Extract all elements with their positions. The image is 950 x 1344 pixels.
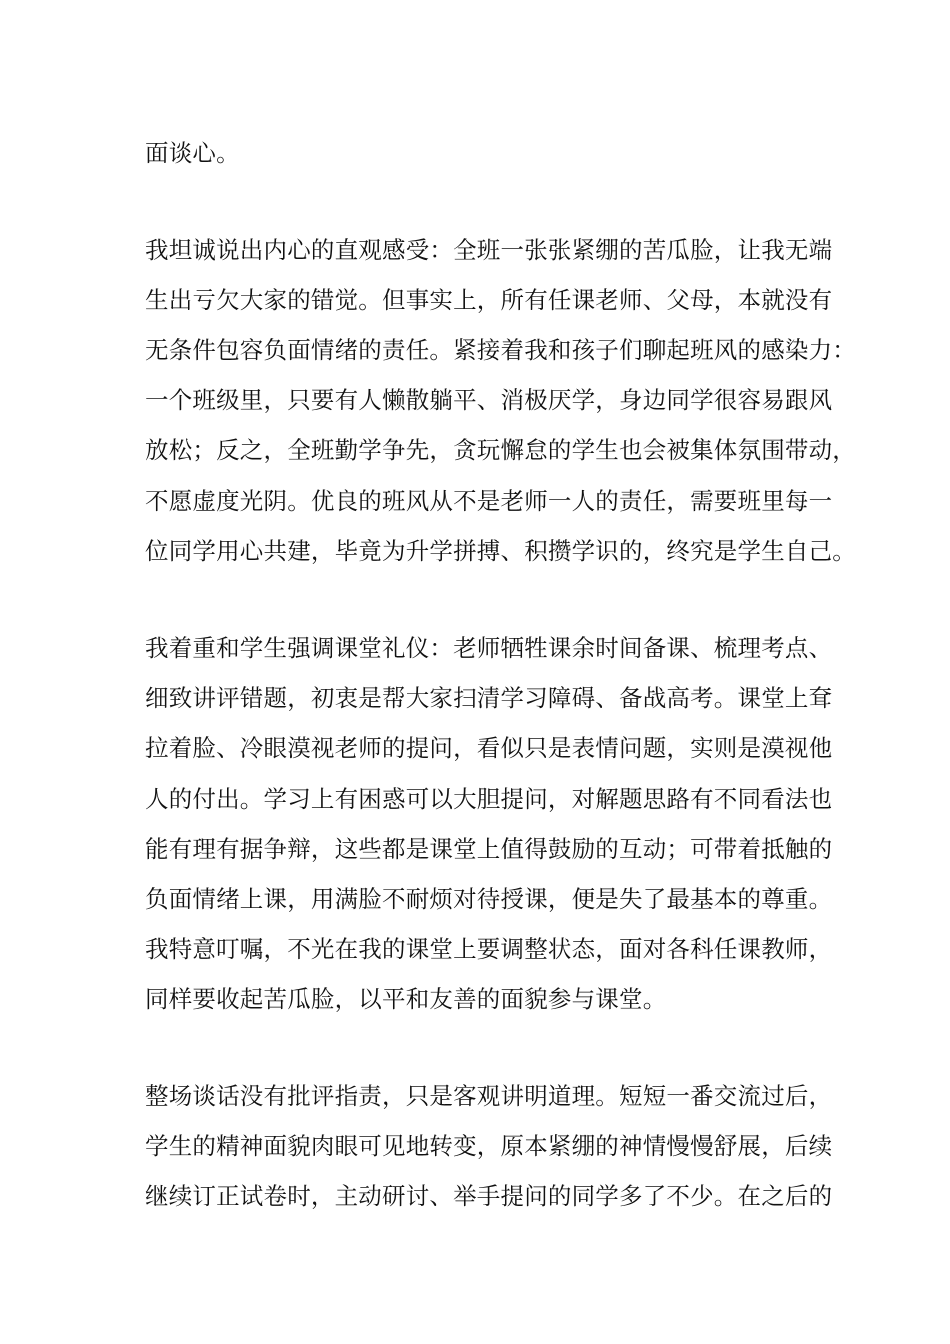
paragraph-3-line-2: 细致讲评错题，初衷是帮大家扫清学习障碍、备战高考。课堂上耷 [145, 684, 833, 712]
paragraph-3-line-6: 负面情绪上课，用满脸不耐烦对待授课，便是失了最基本的尊重。 [145, 885, 833, 913]
paragraph-4-line-1: 整场谈话没有批评指责，只是客观讲明道理。短短一番交流过后， [145, 1082, 833, 1110]
paragraph-2-line-1: 我坦诚说出内心的直观感受：全班一张张紧绷的苦瓜脸，让我无端 [145, 236, 833, 264]
paragraph-1-line-1: 面谈心。 [145, 139, 240, 167]
paragraph-2-line-2: 生出亏欠大家的错觉。但事实上，所有任课老师、父母，本就没有 [145, 286, 833, 314]
paragraph-3-line-1: 我着重和学生强调课堂礼仪：老师牺牲课余时间备课、梳理考点、 [145, 634, 833, 662]
paragraph-2-line-6: 不愿虚度光阴。优良的班风从不是老师一人的责任，需要班里每一 [145, 487, 833, 515]
paragraph-3-line-3: 拉着脸、冷眼漠视老师的提问，看似只是表情问题，实则是漠视他 [145, 734, 833, 762]
paragraph-3-line-8: 同样要收起苦瓜脸，以平和友善的面貌参与课堂。 [145, 985, 667, 1013]
paragraph-3-line-7: 我特意叮嘱，不光在我的课堂上要调整状态，面对各科任课教师， [145, 935, 833, 963]
paragraph-4-line-2: 学生的精神面貌肉眼可见地转变，原本紧绷的神情慢慢舒展，后续 [145, 1132, 833, 1160]
paragraph-4-line-3: 继续订正试卷时，主动研讨、举手提问的同学多了不少。在之后的 [145, 1182, 833, 1210]
paragraph-2-line-3: 无条件包容负面情绪的责任。紧接着我和孩子们聊起班风的感染力： [145, 336, 856, 364]
paragraph-2-line-5: 放松；反之，全班勤学争先，贪玩懈怠的学生也会被集体氛围带动， [145, 436, 856, 464]
paragraph-2-line-4: 一个班级里，只要有人懒散躺平、消极厌学，身边同学很容易跟风 [145, 386, 833, 414]
paragraph-3-line-5: 能有理有据争辩，这些都是课堂上值得鼓励的互动；可带着抵触的 [145, 835, 833, 863]
paragraph-3-line-4: 人的付出。学习上有困惑可以大胆提问，对解题思路有不同看法也 [145, 785, 833, 813]
paragraph-2-line-7: 位同学用心共建，毕竟为升学拼搏、积攒学识的，终究是学生自己。 [145, 537, 856, 565]
